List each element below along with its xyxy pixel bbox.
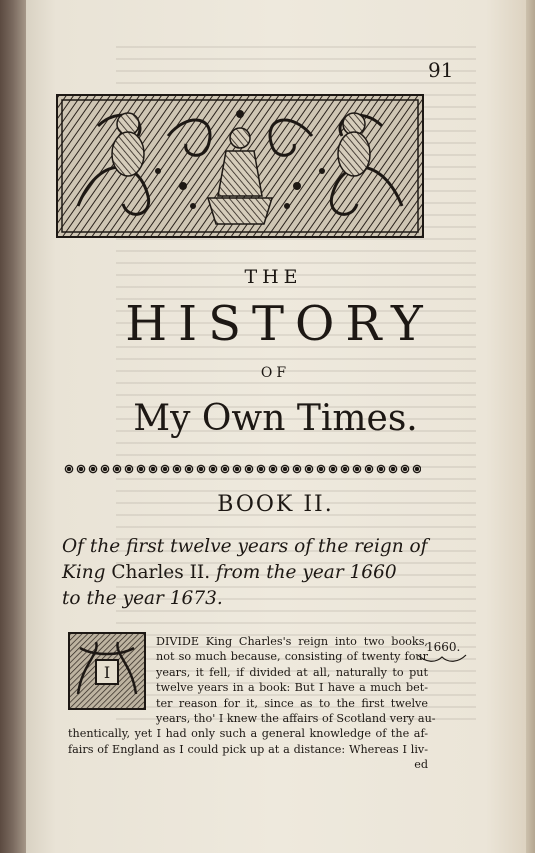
decorative-headpiece-icon bbox=[56, 94, 424, 238]
marginal-year-note: 1660. bbox=[426, 640, 461, 654]
title-my-own-times: My Own Times. bbox=[133, 398, 418, 439]
body-line: ter reason for it, since as to the first twelve bbox=[156, 696, 428, 710]
book-heading: BOOK II. bbox=[217, 492, 334, 517]
marginal-brace-icon bbox=[416, 653, 468, 665]
ornamental-rule-divider bbox=[63, 463, 421, 475]
subtitle-from-year: from the year 1660 bbox=[210, 562, 397, 583]
subtitle-line-1: Of the first twelve years of the reign of bbox=[62, 536, 428, 557]
body-line: fairs of England as I could pick up at a distance: Whereas I liv- bbox=[68, 742, 428, 756]
body-line: twelve years in a book: But I have a much bet- bbox=[156, 681, 428, 695]
subtitle-line-3: to the year 1673. bbox=[62, 588, 223, 609]
body-line: not so much because, consisting of twenty four bbox=[156, 650, 428, 664]
body-line: thentically, yet I had only such a general knowledge of the af- bbox=[68, 727, 428, 741]
body-paragraph bbox=[68, 634, 436, 773]
title-of: OF bbox=[260, 365, 291, 381]
subtitle-charles: Charles II. bbox=[111, 562, 211, 583]
title-the: THE bbox=[244, 266, 303, 288]
page-number: 91 bbox=[428, 58, 454, 82]
subtitle-king: King bbox=[62, 562, 112, 583]
body-line: years, tho' I knew the affairs of Scotland very au- bbox=[156, 712, 436, 726]
body-line: DIVIDE King Charles's reign into two books, bbox=[156, 635, 428, 648]
body-line: ed bbox=[414, 758, 428, 772]
drop-cap-letter: I bbox=[103, 663, 111, 682]
book-subtitle bbox=[62, 534, 442, 612]
subtitle-line-2 bbox=[62, 560, 442, 586]
body-line: years, it fell, if divided at all, naturally to put bbox=[156, 665, 428, 679]
title-history: HISTORY bbox=[125, 296, 434, 352]
